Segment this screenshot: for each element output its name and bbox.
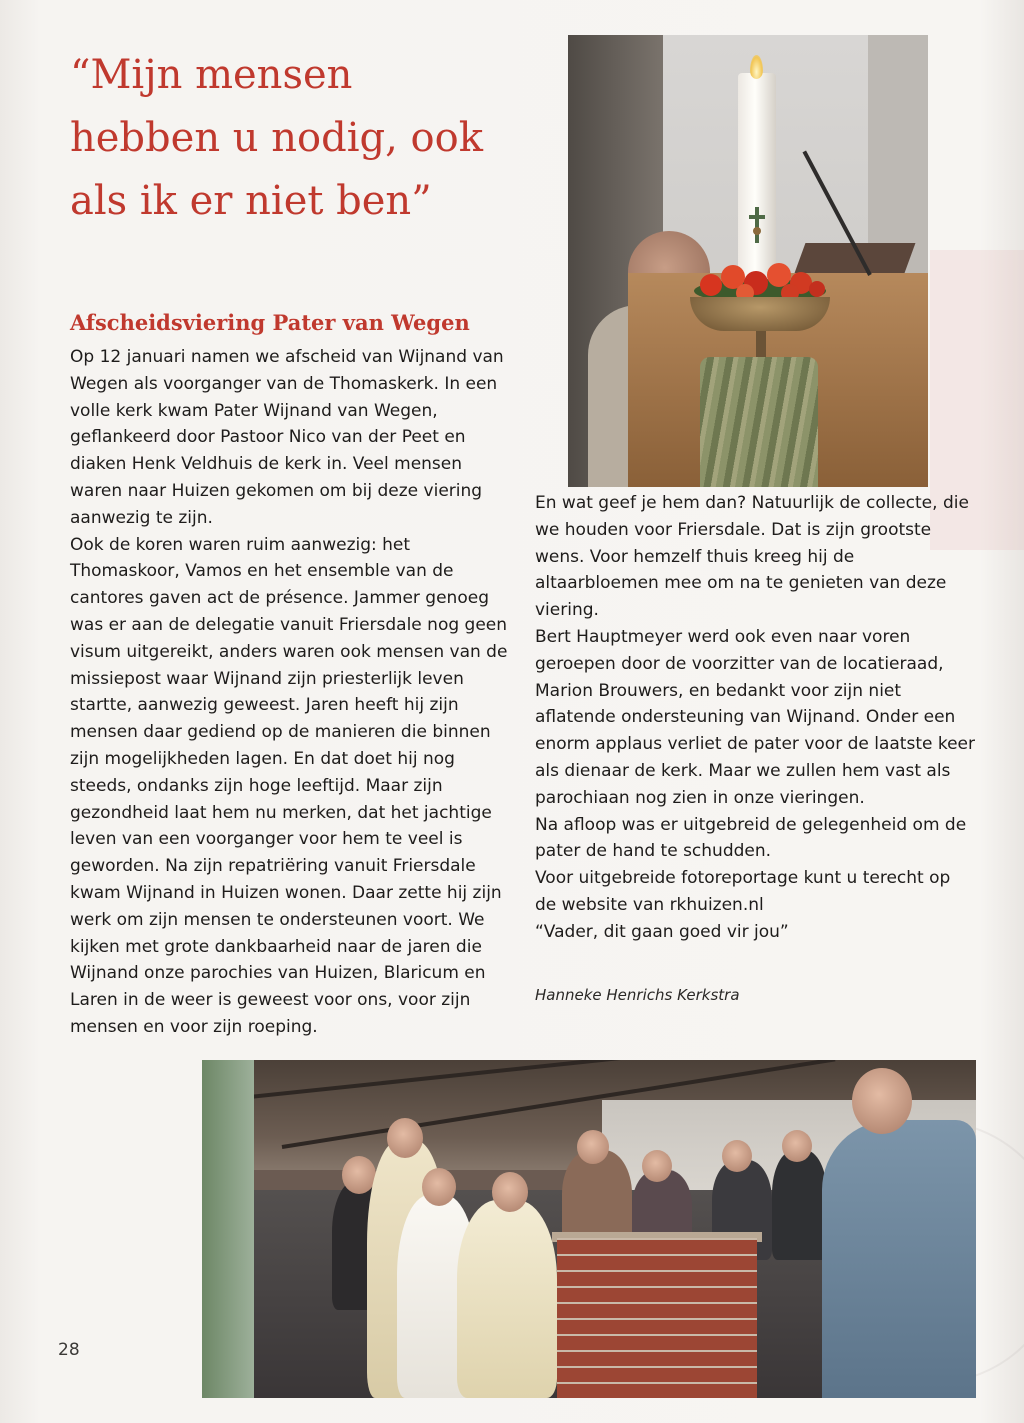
deacon-head — [422, 1168, 456, 1206]
article-subtitle: Afscheidsviering Pater van Wegen — [70, 310, 470, 335]
altar-cloth — [700, 357, 818, 487]
paragraph: Voor uitgebreide fotoreportage kunt u terecht op de website van rkhuizen.nl — [535, 868, 951, 915]
left-column — [70, 344, 510, 1041]
altar-candle-photo — [568, 35, 928, 487]
candle-flame — [750, 55, 763, 79]
person-head — [577, 1130, 609, 1164]
page-number: 28 — [58, 1340, 80, 1360]
green-pillar — [202, 1060, 254, 1398]
paragraph: Bert Hauptmeyer werd ook even naar voren geroepen door de voorzitter van de locatieraad, Marion Brouwers, en bedankt voor zijn niet aflatende ondersteuning van Wijnand. Onder een enorm applaus verliet de pater voor de laatste keer als dienaar de kerk. Maar we zullen hem vast als parochiaan nog zien in onze vieringen. — [535, 626, 975, 808]
person-head — [642, 1150, 672, 1182]
right-column — [535, 490, 975, 946]
article-title: “Mijn mensen hebben u nodig, ook als ik er niet ben” — [70, 52, 483, 224]
pater-figure — [457, 1200, 557, 1398]
paragraph: Na afloop was er uitgebreid de gelegenheid om de pater de hand te schudden. — [535, 814, 967, 862]
cross-icon — [747, 205, 767, 245]
paragraph: En wat geef je hem dan? Natuurlijk de collecte, die we houden voor Friersdale. Dat is zijn grootste wens. Voor hemzelf thuis kreeg hij de altaarbloemen mee om na te genieten van deze viering. — [535, 493, 969, 621]
person-head — [722, 1140, 752, 1172]
closing-quote: “Vader, dit gaan goed vir jou” — [535, 921, 789, 942]
person — [772, 1150, 827, 1260]
brick-wall — [557, 1238, 757, 1398]
priest-head — [387, 1118, 423, 1158]
author-signature: Hanneke Henrichs Kerkstra — [535, 986, 740, 1004]
pater-head — [492, 1172, 528, 1212]
applauding-man — [822, 1120, 976, 1398]
paragraph: Ook de koren waren ruim aanwezig: het Thomaskoor, Vamos en het ensemble van de cantores gaven act de présence. Jammer genoeg was er aan de delegatie vanuit Friersdale nog geen visum uitgereikt, anders waren ook mensen van de missiepost waar Wijnand zijn priesterlijk leven startte, aanwezig geweest. Jaren heeft hij zijn mensen daar gediend op de manieren die binnen zijn mogelijkheden lagen. En dat doet hij nog steeds, ondanks zijn hoge leeftijd. Maar zijn gezondheid laat hem nu merken, dat het jachtige leven van een voorganger voor hem te veel is geworden. Na zijn repatriëring vanuit Friersdale kwam Wijnand in Huizen wonen. Daar zette hij zijn werk om zijn mensen te ondersteunen voort. We kijken met grote dankbaarheid naar de jaren die Wijnand onze parochies van Huizen, Blaricum en Laren in de weer is geweest voor ons, voor zijn mensen en voor zijn roeping. — [70, 534, 508, 1037]
paschal-candle — [738, 73, 776, 289]
brass-bowl — [690, 297, 830, 331]
procession-photo — [202, 1060, 976, 1398]
paragraph: Op 12 januari namen we afscheid van Wijnand van Wegen als voorganger van de Thomaskerk. In een volle kerk kwam Pater Wijnand van Wegen, geflankeerd door Pastoor Nico van der Peet en diaken Henk Veldhuis de kerk in. Veel mensen waren naar Huizen gekomen om bij deze viering aanwezig te zijn. — [70, 347, 504, 528]
person-head — [782, 1130, 812, 1162]
man-head — [852, 1068, 912, 1134]
